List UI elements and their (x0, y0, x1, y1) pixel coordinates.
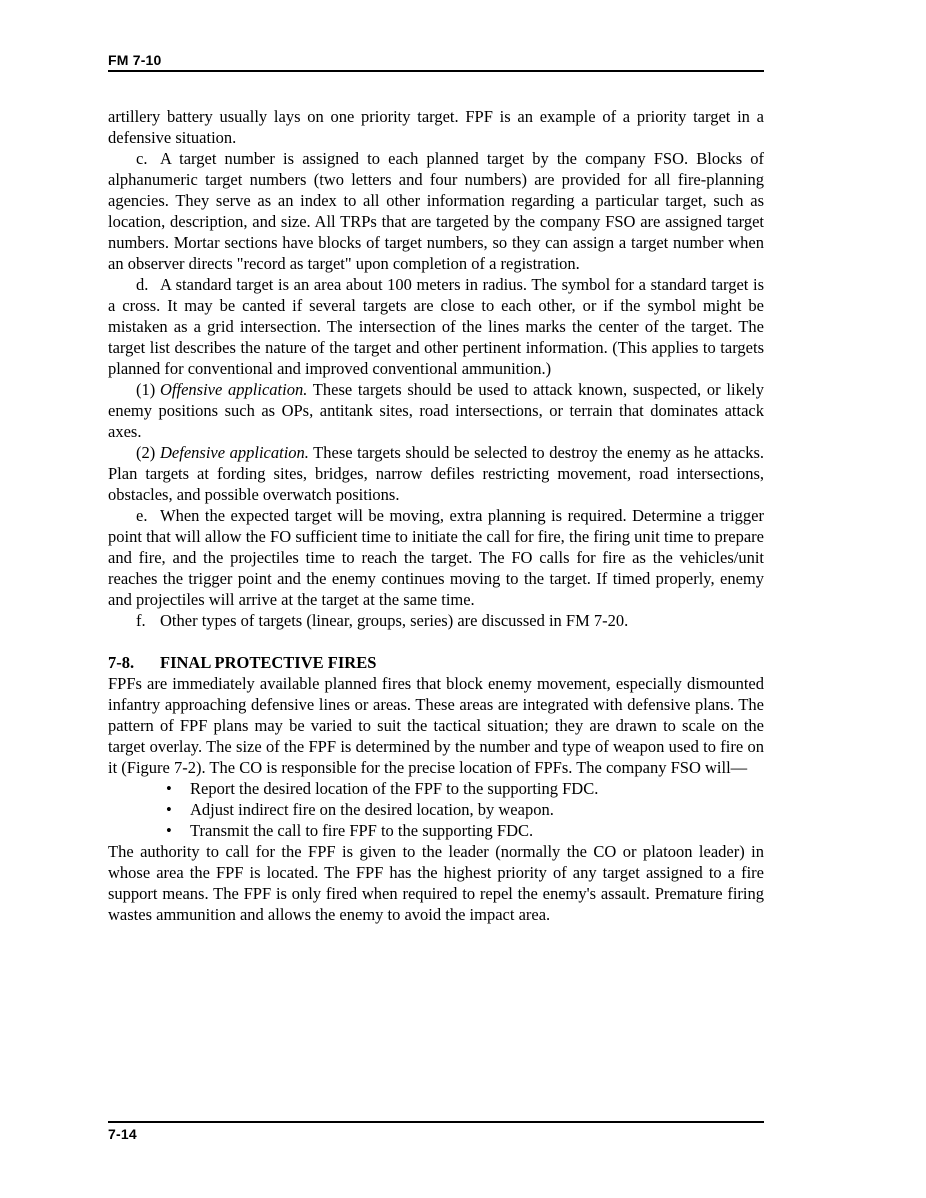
text-run: artillery battery usually lays on one priority target. FPF is an example of a priority target in a defensive situation. (108, 107, 764, 147)
section-heading (108, 652, 764, 673)
paragraph (108, 274, 764, 379)
paragraph (108, 106, 764, 148)
text-run: The authority to call for the FPF is given to the leader (normally the CO or platoon leader) in whose area the FPF is located. The FPF has the highest priority of any target assigned to a fire support means. The FPF is only fired when required to repel the enemy's assault. Premature firing wastes ammunition and allows the enemy to avoid the impact area. (108, 842, 764, 924)
text-run: Other types of targets (linear, groups, series) are discussed in FM 7-20. (160, 611, 629, 630)
list-item (108, 778, 764, 799)
list-item (108, 820, 764, 841)
section-number: 7-8. (108, 653, 135, 672)
text-run: A standard target is an area about 100 meters in radius. The symbol for a standard target is a cross. It may be canted if several targets are close to each other, or if the symbol might be mistaken as a grid intersection. The intersection of the lines marks the center of the target. The target list describes the nature of the target and other pertinent information. (This applies to targets planned for conventional and improved conventional ammunition.) (108, 275, 764, 378)
bullet-icon: • (166, 779, 172, 798)
paragraph-label: (1) (136, 380, 156, 399)
text-run: These targets should be selected to destroy the enemy as he attacks. Plan targets at fording sites, bridges, narrow defiles restricting movement, road intersections, obstacles, and possible overwatch positions. (108, 443, 764, 504)
bullet-icon: • (166, 821, 172, 840)
paragraph (108, 379, 764, 442)
list-item (108, 799, 764, 820)
text-run: FPFs are immediately available planned fires that block enemy movement, especially dismounted infantry approaching defensive lines or areas. These areas are integrated with defensive plans. The pattern of FPF plans may be varied to suit the tactical situation; they are drawn to scale on the target overlay. The size of the FPF is determined by the number and type of weapon used to fire on it (Figure 7-2). The CO is responsible for the precise location of FPFs. The company FSO will— (108, 674, 764, 777)
page-header: FM 7-10 (108, 52, 162, 68)
page-number: 7-14 (108, 1126, 137, 1142)
paragraph-label: c. (136, 149, 148, 168)
bullet-list (108, 778, 764, 841)
section-title: FINAL PROTECTIVE FIRES (160, 653, 377, 672)
paragraph-label: d. (136, 275, 149, 294)
footer-rule (108, 1121, 764, 1123)
body-content (108, 106, 764, 925)
bullet-item-text: Transmit the call to fire FPF to the supporting FDC. (190, 821, 534, 840)
italic-text: Offensive application. (160, 380, 308, 399)
paragraph (108, 148, 764, 274)
bullet-icon: • (166, 800, 172, 819)
paragraph-label: e. (136, 506, 148, 525)
bullet-item-text: Adjust indirect fire on the desired location, by weapon. (190, 800, 554, 819)
paragraph (108, 610, 764, 631)
text-run: When the expected target will be moving, extra planning is required. Determine a trigger point that will allow the FO sufficient time to initiate the call for fire, the firing unit time to prepare and fire, and the projectiles time to reach the target. The FO calls for fire as the vehicles/unit reaches the trigger point and the enemy continues moving to the target. If timed properly, enemy and projectiles will arrive at the target at the same time. (108, 506, 764, 609)
paragraph-label: f. (136, 611, 146, 630)
text-run: A target number is assigned to each planned target by the company FSO. Blocks of alphanumeric target numbers (two letters and four numbers) are provided for all fire-planning agencies. They serve as an index to all other information regarding a particular target, such as location, description, and size. All TRPs that are targeted by the company FSO are assigned target numbers. Mortar sections have blocks of target numbers, so they can assign a target number when an observer directs "record as target" upon completion of a registration. (108, 149, 764, 273)
paragraph (108, 505, 764, 610)
text-run: These targets should be used to attack known, suspected, or likely enemy positions such as OPs, antitank sites, road intersections, or terrain that dominates attack axes. (108, 380, 764, 441)
paragraph-label: (2) (136, 443, 156, 462)
italic-text: Defensive application. (160, 443, 309, 462)
header-rule (108, 70, 764, 72)
bullet-item-text: Report the desired location of the FPF to the supporting FDC. (190, 779, 599, 798)
paragraph (108, 673, 764, 778)
paragraph (108, 442, 764, 505)
paragraph (108, 841, 764, 925)
